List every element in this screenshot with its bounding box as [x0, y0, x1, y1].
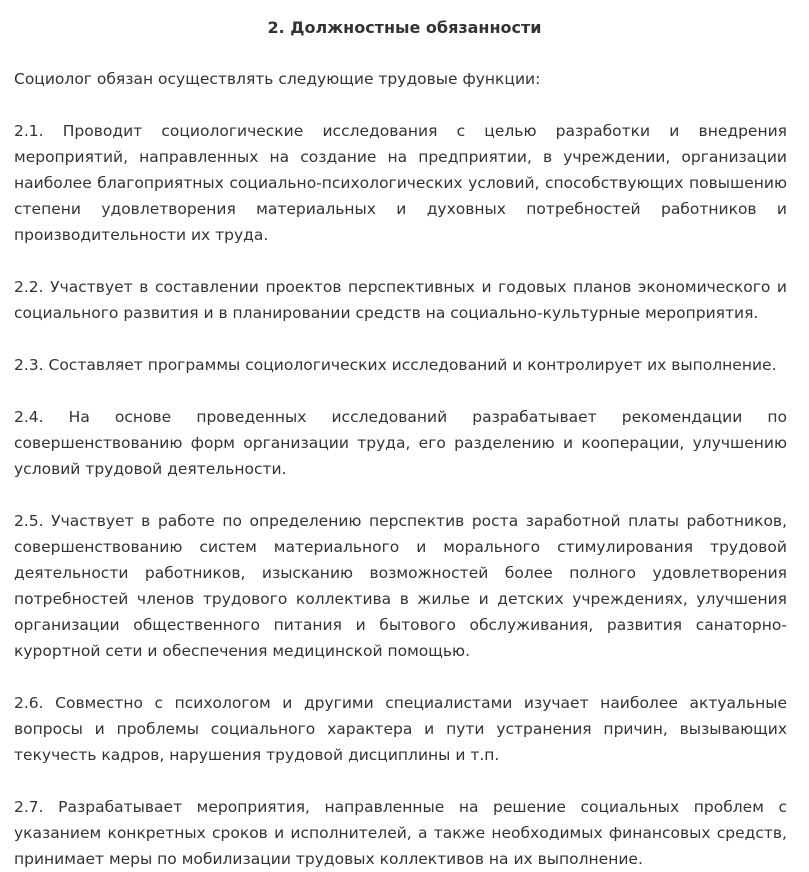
clause-2-4: 2.4. На основе проведенных исследований разрабатывает рекомендации по совершенствованию форм организации труда, его разделению и кооперации, улучшению условий трудовой деятельности. [14, 408, 787, 478]
clause-2-6: 2.6. Совместно с психологом и другими специалистами изучает наиболее актуальные вопросы и проблемы социального характера и пути устранения причин, вызывающих текучесть кадров, нарушения трудовой дисциплины и т.п. [14, 694, 787, 764]
clause-2-7: 2.7. Разрабатывает мероприятия, направленные на решение социальных проблем с указанием конкретных сроков и исполнителей, а также необходимых финансовых средств, принимает меры по мобилизации трудовых коллективов на их выполнение. [14, 798, 787, 868]
clause-2-5: 2.5. Участвует в работе по определению перспектив роста заработной платы работников, совершенствованию систем материального и морального стимулирования трудовой деятельности работников, изысканию возможностей более полного удовлетворения потребностей членов трудового коллектива в жилье и детских учреждениях, улучшения организации общественного питания и бытового обслуживания, развития санаторно-курортной сети и обеспечения медицинской помощью. [14, 512, 787, 660]
section-intro: Социолог обязан осуществлять следующие трудовые функции: [14, 70, 541, 88]
clause-2-2: 2.2. Участвует в составлении проектов перспективных и годовых планов экономического и социального развития и в планировании средств на социально-культурные мероприятия. [14, 278, 787, 322]
clause-2-1: 2.1. Проводит социологические исследования с целью разработки и внедрения мероприятий, направленных на создание на предприятии, в учреждении, организации наиболее благоприятных социально-психологических условий, способствующих повышению степени удовлетворения материальных и духовных потребностей работников и производительности их труда. [14, 122, 787, 244]
section-heading: 2. Должностные обязанности [267, 18, 542, 37]
clause-2-3: 2.3. Составляет программы социологических исследований и контролирует их выполнение. [14, 356, 777, 374]
